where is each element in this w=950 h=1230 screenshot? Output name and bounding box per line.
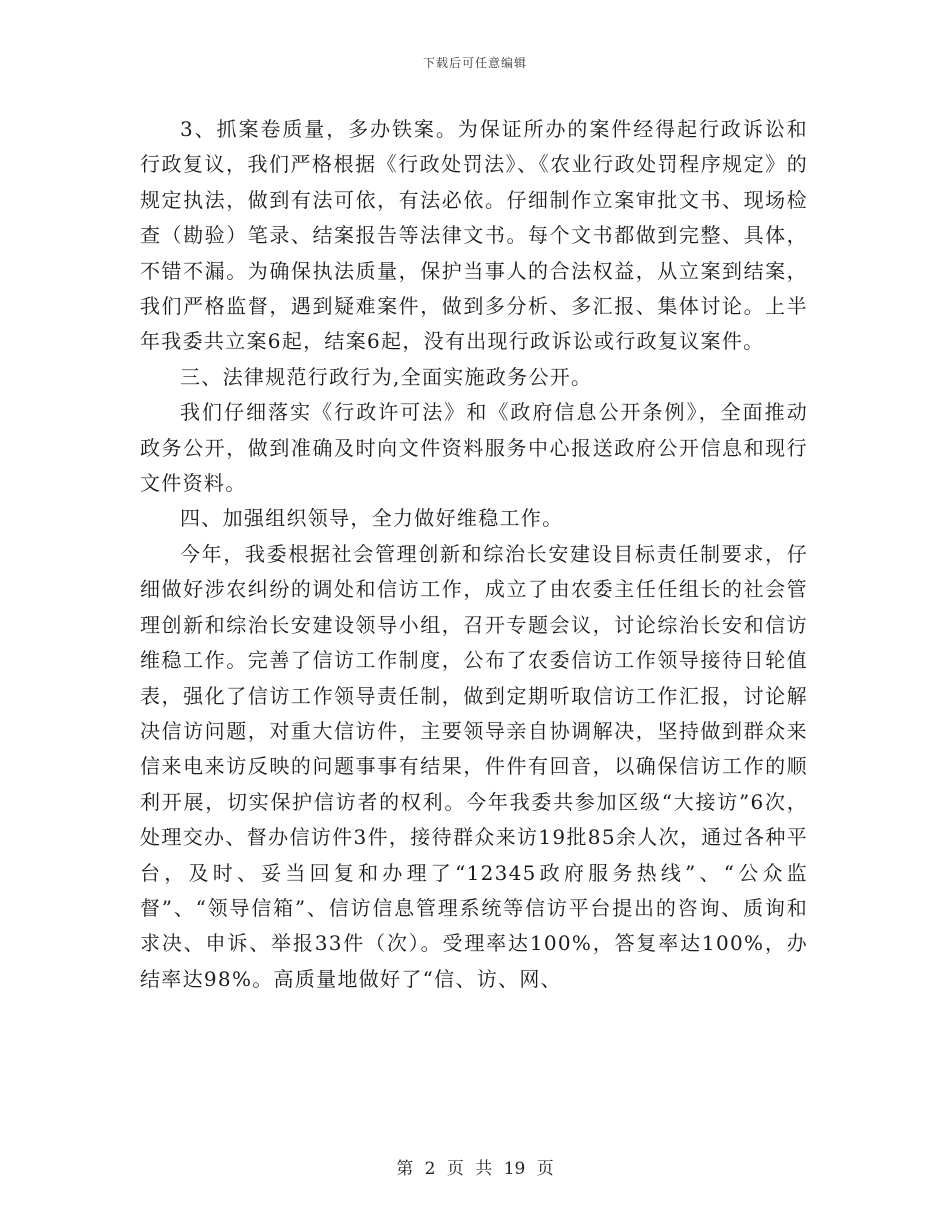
heading-section-three: 三、法律规范行政行为,全面实施政务公开。 [180, 364, 593, 389]
page-number-footer: 第 2 页 共 19 页 [396, 1159, 554, 1179]
page-header: 下载后可任意编辑 [422, 56, 527, 70]
paragraph-petition-work: 今年，我委根据社会管理创新和综治长安建设目标责任制要求，仔细做好涉农纠纷的调处和信访工作，成立了由农委主任任组长的社会管理创新和综治长安建设领导小组，召开专题会议，讨论综治长安和信访维稳工作。完善了信访工作制度，公布了农委信访工作领导接待日轮值表，强化了信访工作领导责任制，做到定期听取信访工作汇报，讨论解决信访问题，对重大信访件，主要领导亲自协调解决，坚持做到群众来信来电来访反映的问题事事有结果，件件有回音，以确保信访工作的顺利开展，切实保护信访者的权利。今年我委共参加区级“大接访”6次，处理交办、督办信访件3件，接待群众来访19批85余人次，通过各种平台，及时、妥当回复和办理了“12345政府服务热线”、“公众监督”、“领导信箱”、信访信息管理系统等信访平台提出的咨询、质询和求决、申诉、举报33件（次）。受理率达100%，答复率达100%，办结率达98%。高质量地做好了“信、访、网、 [140, 541, 808, 991]
paragraph-case-quality: 3、抓案卷质量，多办铁案。为保证所办的案件经得起行政诉讼和行政复议，我们严格根据《行政处罚法》、《农业行政处罚程序规定》的规定执法，做到有法可依，有法必依。仔细制作立案审批文书、现场检查（勘验）笔录、结案报告等法律文书。每个文书都做到完整、具体，不错不漏。为确保执法质量，保护当事人的合法权益，从立案到结案，我们严格监督，遇到疑难案件，做到多分析、多汇报、集体讨论。上半年我委共立案6起，结案6起，没有出现行政诉讼或行政复议案件。 [140, 117, 808, 354]
document-body [140, 112, 808, 997]
paragraph-government-disclosure: 我们仔细落实《行政许可法》和《政府信息公开条例》，全面推动政务公开，做到准确及时向文件资料服务中心报送政府公开信息和现行文件资料。 [140, 400, 808, 496]
heading-section-four: 四、加强组织领导，全力做好维稳工作。 [180, 506, 564, 531]
